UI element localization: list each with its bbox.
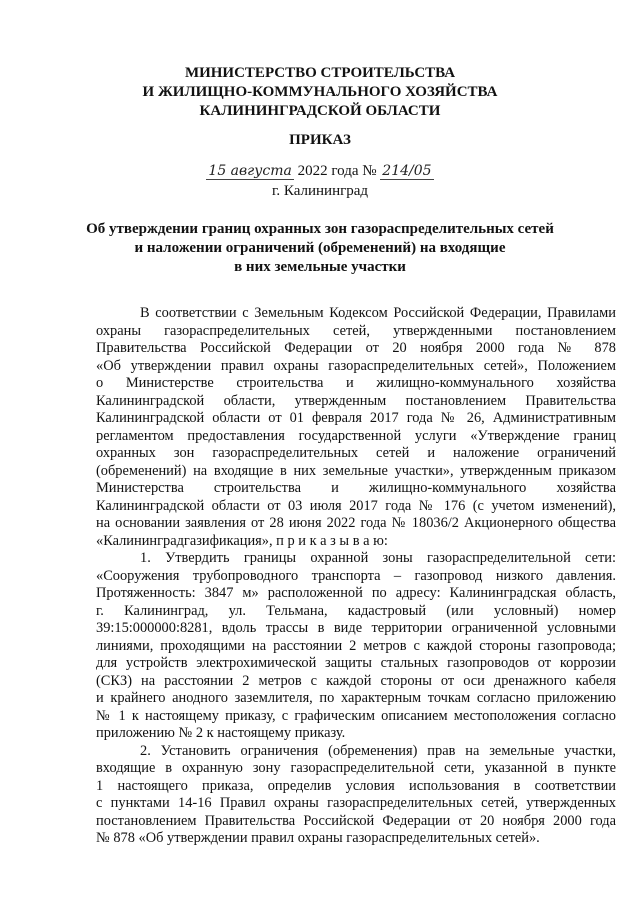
body-line: на основании заявления от 28 июня 2022 года № 18036/2 Акционерного общества (96, 515, 616, 531)
ministry-line: И ЖИЛИЩНО-КОММУНАЛЬНОГО ХОЗЯЙСТВА (142, 84, 498, 100)
order-body (96, 305, 616, 848)
body-line: 39:15:000000:8281, вдоль трассы в виде территории ограниченной условными (96, 620, 616, 636)
body-line: линиями, проходящими на расстоянии 2 метров с каждой стороны газопровода; (96, 637, 616, 654)
ministry-line: МИНИСТЕРСТВО СТРОИТЕЛЬСТВА (184, 65, 456, 81)
body-line: для устройств электрохимической защиты стальных газопроводов от коррозии (96, 655, 616, 671)
order-date-row (0, 162, 640, 180)
body-line: охраны газораспределительных сетей, утвержденными постановлением (96, 322, 616, 339)
body-line: Калининградской области, утвержденным постановлением Правительства (96, 392, 616, 409)
body-line: приложению № 2 к настоящему приказу. (96, 725, 346, 741)
order-subject (0, 220, 640, 277)
printed-date: 2022 года № (297, 163, 377, 179)
handwritten-date: 15 августа (208, 163, 292, 179)
body-line: «Об утверждении правил охраны газораспределительных сетей», Положением (96, 357, 616, 374)
city-line: г. Калининград (271, 183, 369, 199)
subject-line: и наложении ограничений (обременений) на входящие (134, 240, 506, 256)
body-line: 1. Утвердить границы охранной зоны газораспределительной сети: (140, 550, 616, 566)
body-line: (СКЗ) на расстоянии 2 метров с каждой стороны от оси дренажного кабеля (96, 672, 616, 689)
body-line: г. Калининград, ул. Тельмана, кадастровый (или условный) номер (96, 602, 616, 619)
body-line: «Сооружения трубопроводного транспорта – газопровод низкого давления. (96, 567, 616, 584)
body-line: и крайнего анодного заземлителя, по характерным точкам согласно приложению (96, 690, 616, 706)
body-line: о Министерстве строительства и жилищно-коммунального хозяйства (96, 375, 616, 391)
body-line: Правительства Российской Федерации от 20 ноября 2000 года № 878 (96, 340, 616, 356)
body-line: «Калининградгазификация», п р и к а з ы в а ю: (96, 532, 388, 549)
body-line: входящие в охранную зону газораспределительной сети, указанной в пункте (96, 760, 616, 776)
body-line: Калининградской области от 01 февраля 2017 года № 26, Административным (96, 410, 616, 426)
ministry-header (0, 64, 640, 121)
ministry-line: КАЛИНИНГРАДСКОЙ ОБЛАСТИ (199, 103, 441, 119)
body-line: Калининградской области от 03 июля 2017 года № 176 (с учетом изменений), (96, 497, 616, 514)
body-line: охранных зон газораспределительных сетей и наложение ограничений (96, 445, 616, 461)
body-line: 2. Установить ограничения (обременения) прав на земельные участки, (140, 742, 616, 759)
subject-line: Об утверждении границ охранных зон газораспределительных сетей (86, 221, 554, 237)
body-line: 1 настоящего приказа, определив условия использования в соответствии (96, 777, 616, 794)
body-line: регламентом предоставления государственной услуги «Утверждение границ (96, 427, 616, 444)
body-line: постановлением Правительства Российской Федерации от 20 ноября 2000 года (96, 812, 616, 829)
body-line: (обременений) на входящие в них земельные участки», утвержденным приказом (96, 462, 616, 479)
body-line: № 1 к настоящему приказу, с графическим описанием местоположения согласно (96, 707, 616, 724)
body-line: В соответствии с Земельным Кодексом Российской Федерации, Правилами (140, 305, 616, 321)
body-line: с пунктами 14-16 Правил охраны газораспределительных сетей, утвержденных (96, 795, 616, 811)
subject-line: в них земельные участки (234, 259, 406, 275)
body-line: № 878 «Об утверждении правил охраны газораспределительных сетей». (96, 830, 540, 846)
handwritten-number: 214/05 (382, 163, 432, 179)
order-title: ПРИКАЗ (289, 132, 351, 148)
body-line: Министерства строительства и жилищно-коммунального хозяйства (96, 480, 616, 496)
body-line: Протяженность: 3847 м» расположенной по адресу: Калининградская область, (96, 585, 616, 601)
